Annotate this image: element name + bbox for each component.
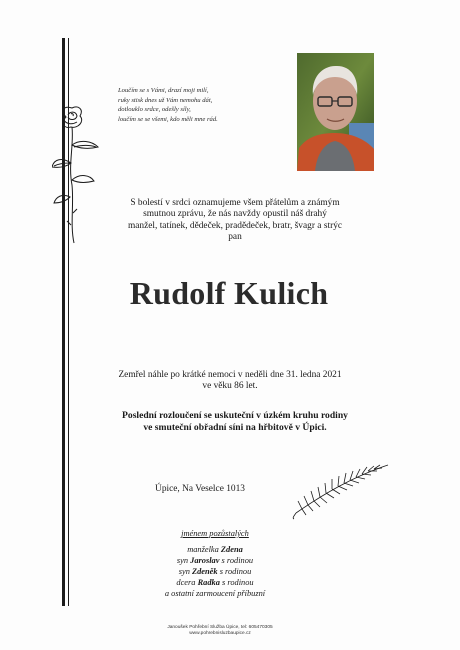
address: Úpice, Na Veselce 1013 [155,484,245,494]
poem [118,86,278,124]
poem-line: ruky stisk dnes už Vám nemohu dát, [118,96,213,104]
rose-icon [52,105,104,245]
mourner-suffix: s rodinou [219,578,254,588]
mourner-relation: manželka [187,545,221,555]
portrait-photo [297,53,374,171]
death-notice [100,370,360,393]
poem-line: Loučím se s Vámi, drazí moji milí, [118,87,209,94]
poem-line: loučím se se všemi, kdo měli mne rád. [118,115,218,123]
announcement [115,198,355,243]
mourner-name: Zdeněk [192,567,218,577]
mourner-suffix: s rodinou [219,556,254,566]
footer-company: Janoušek Pohřební Služba Úpice, tel: 605470305 [167,625,273,630]
announcement-line: manžel, tatínek, dědeček, pradědeček, bratr, švagr a strýc [127,220,343,231]
farewell-line: Poslední rozloučení se uskuteční v úzkém kruhu rodiny [122,410,348,421]
mourner-name: Zdena [220,545,243,555]
feather-icon [292,461,390,521]
mourners-heading: jménem pozůstalých [181,529,249,538]
mourner-name: Radka [197,578,220,588]
mourner-row [130,555,300,566]
mourner-row [130,566,300,577]
mourner-row [130,588,300,599]
mourners [130,528,300,600]
mourner-name: Jaroslav [190,556,220,566]
mourner-suffix: s rodinou [217,567,252,577]
poem-line: dotlouklo srdce, odešly síly, [118,106,191,114]
announcement-line: S bolestí v srdci oznamujeme všem přátelům a známým [130,198,340,208]
mourner-relation: a ostatní zarmoucení příbuzní [164,589,266,599]
footer-website: www.pohrebnisluzbaupice.cz [189,631,251,637]
death-line: Zemřel náhle po krátké nemoci v neděli dne 31. ledna 2021 [118,370,342,380]
farewell-notice [95,410,375,434]
announcement-line: pan [228,231,242,242]
deceased-name: Rudolf Kulich [129,275,329,311]
mourner-row [130,577,300,588]
farewell-line: ve smuteční obřadní síni na hřbitově v Úpici. [143,422,327,433]
mourner-row [130,544,300,555]
mourner-relation: dcera [176,578,198,588]
death-line: ve věku 86 let. [202,381,258,392]
footer [140,625,300,637]
mourner-relation: syn [178,567,192,577]
announcement-line: smutnou zprávu, že nás navždy opustil náš drahý [143,209,327,220]
mourner-relation: syn [176,556,191,566]
